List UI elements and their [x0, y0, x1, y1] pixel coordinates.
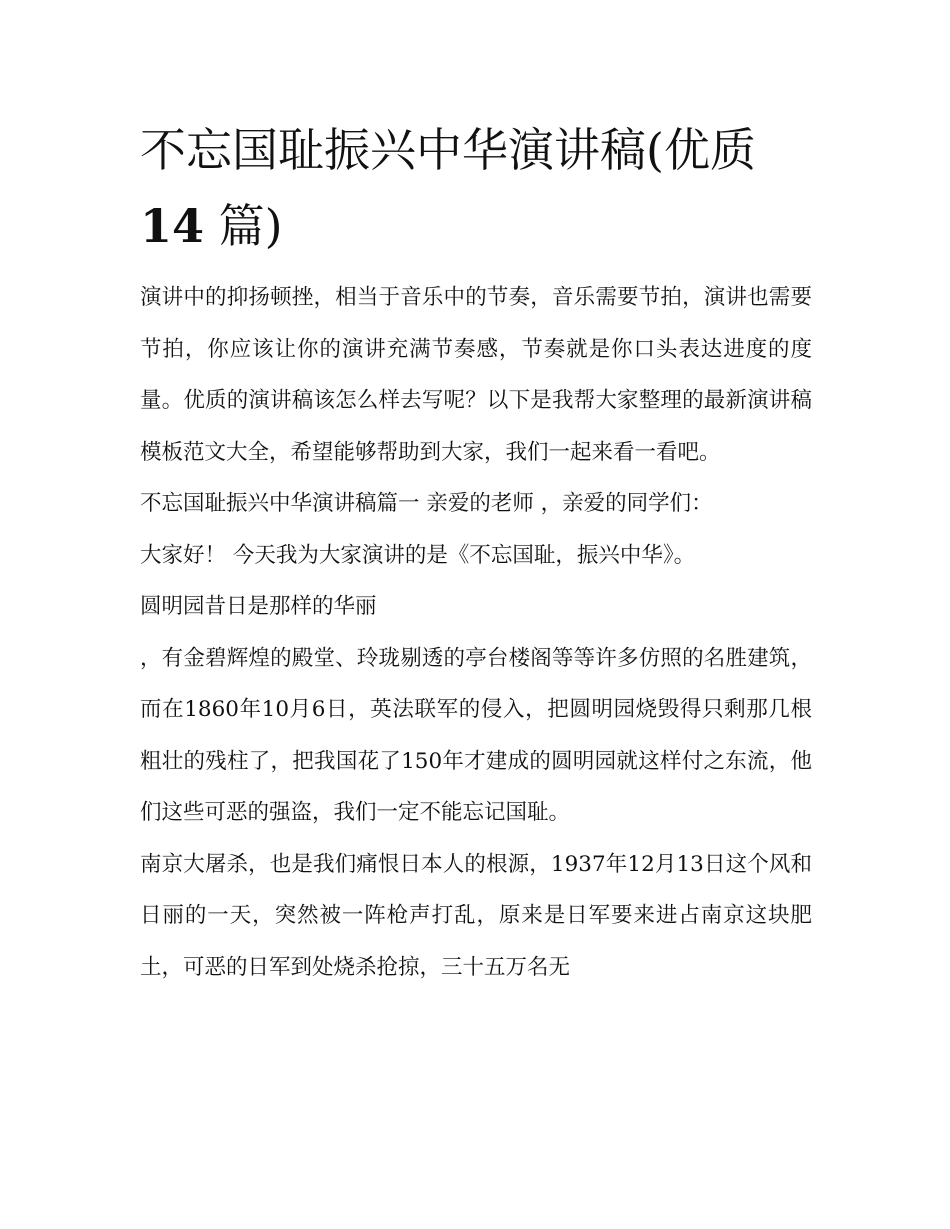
- paragraph-nanjing: 南京大屠杀，也是我们痛恨日本人的根源，1937年12月13日这个风和日丽的一天，突然被一阵枪声打乱，原来是日军要来进占南京这块肥土，可恶的日军到处烧杀抢掠，三十五万名无: [140, 851, 812, 980]
- paragraph-yuanmingyuan-intro: 圆明园昔日是那样的华丽: [140, 594, 377, 619]
- paragraph-speech-heading: 不忘国耻振兴中华演讲稿篇一 亲爱的老师 ，亲爱的同学们：: [140, 491, 713, 516]
- document-title: [140, 112, 812, 264]
- paragraph-greeting: 大家好！ 今天我为大家演讲的是《不忘国耻，振兴中华》。: [140, 542, 696, 568]
- title-number: 14: [140, 199, 205, 253]
- title-line-1: 不忘国耻振兴中华演讲稿(优质: [140, 123, 756, 177]
- title-line-2: 篇): [218, 199, 283, 253]
- paragraph-intro: 演讲中的抑扬顿挫，相当于音乐中的节奏，音乐需要节拍，演讲也需要节拍，你应该让你的演讲充满节奏感，节奏就是你口头表达进度的度量。优质的演讲稿该怎么样去写呢？以下是我帮大家整理的最新演讲稿模板范文大全，希望能够帮助到大家，我们一起来看一看吧。: [140, 285, 812, 465]
- paragraph-yuanmingyuan: ，有金碧辉煌的殿堂、玲珑剔透的亭台楼阁等等许多仿照的名胜建筑，而在1860年10月6日，英法联军的侵入，把圆明园烧毁得只剩那几根粗壮的残柱了，把我国花了150年才建成的圆明园就这样付之东流，他们这些可恶的强盗，我们一定不能忘记国耻。: [140, 645, 812, 825]
- document-body: [140, 112, 812, 993]
